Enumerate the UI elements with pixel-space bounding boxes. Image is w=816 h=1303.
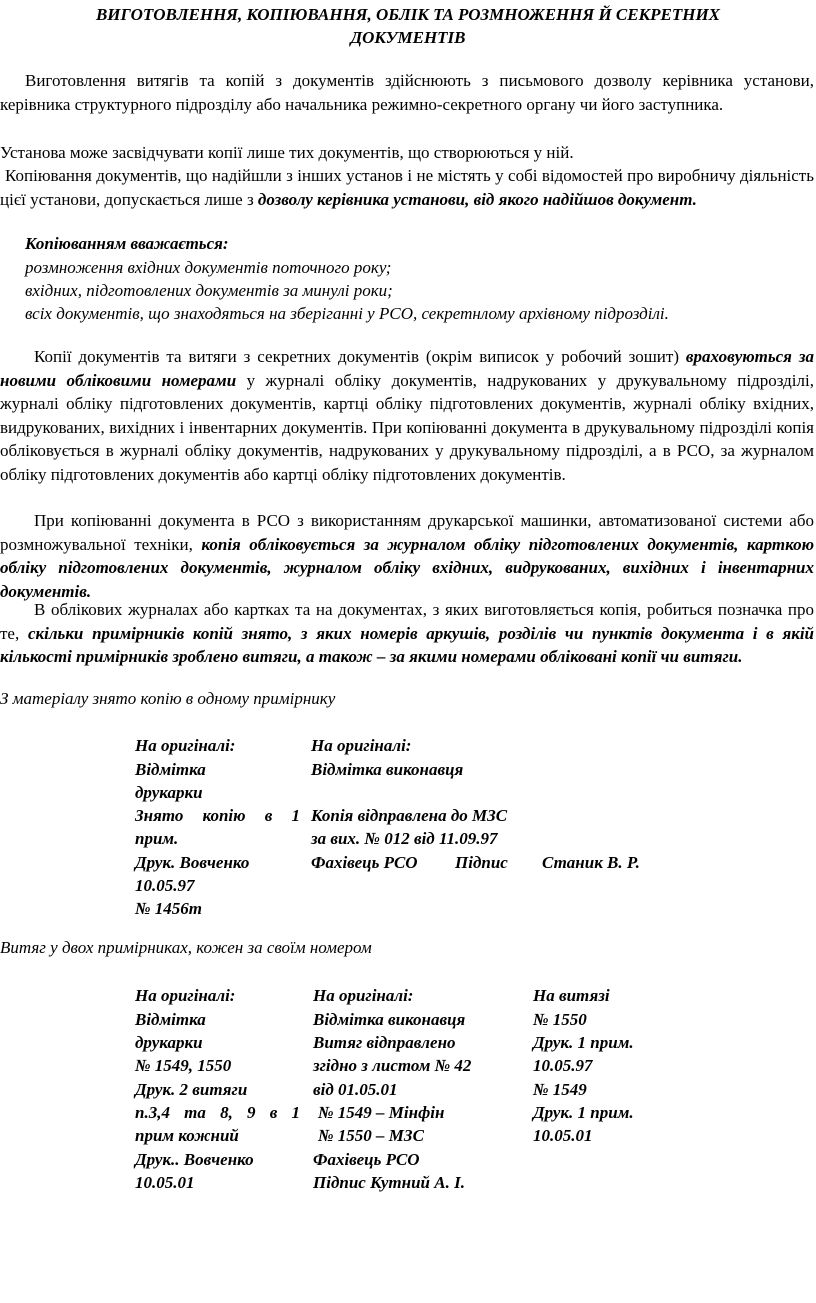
copying-item-1: розмноження вхідних документів поточного року; (25, 258, 392, 277)
document-title-line-1: ВИГОТОВЛЕННЯ, КОПІЮВАННЯ, ОБЛІК ТА РОЗМНОЖЕННЯ Й СЕКРЕТНИХ (95, 5, 721, 24)
ex2-extract-date-2: 10.05.01 (533, 1126, 593, 1145)
ex2-recipient-2: № 1550 – МЗС (318, 1126, 424, 1145)
paragraph-rso-copying (0, 509, 814, 603)
ex1-copies-unit: прим. (135, 829, 179, 848)
external-documents-emphasis: дозволу керівника установи, від якого надійшов документ. (257, 189, 697, 209)
ex2-extract-date-1: 10.05.97 (533, 1056, 593, 1075)
ex2-typist-name: Друк.. Вовченко (135, 1150, 254, 1169)
ex1-number: № 1456т (135, 899, 203, 918)
paragraph-copy-permission: Виготовлення витягів та копій з документів здійснюють з письмового дозволу керівника установи, керівника структурного підрозділу або начальника режимно-секретного органу чи його заступника. (0, 71, 814, 114)
ex2-numbers: № 1549, 1550 (135, 1056, 232, 1075)
ex2-executor-mark: Відмітка виконавця (313, 1010, 466, 1029)
paragraph-certification: Установа може засвідчувати копії лише тих документів, що створюються у ній. (0, 143, 574, 162)
ex1-original-label-2: На оригіналі: (311, 736, 412, 755)
copying-item-3: всіх документів, що знаходяться на зберіганні у РСО, секретнлому архівному підрозділі. (25, 304, 669, 323)
example-1-caption: З матеріалу знято копію в одному примірнику (0, 689, 336, 708)
ex2-original-label-2: На оригіналі: (313, 986, 414, 1005)
ex2-rso-specialist: Фахівець РСО (313, 1150, 420, 1169)
ex2-each-copy: прим кожний (135, 1126, 239, 1145)
ex1-rso-specialist: Фахівець РСО (311, 853, 418, 872)
ex1-executor-mark: Відмітка виконавця (311, 760, 464, 779)
ex2-original-label-1: На оригіналі: (135, 986, 236, 1005)
copy-accounting-emphasis: враховуються за новими обліковими номерами (0, 347, 814, 390)
ex2-date: 10.05.01 (135, 1173, 195, 1192)
document-title-line-2: ДОКУМЕНТІВ (350, 28, 466, 47)
ex2-items: п.3,4 та 8, 9 в 1 (135, 1103, 300, 1122)
ex2-extract-sent: Витяг відправлено (313, 1033, 456, 1052)
ex2-typist-word: друкарки (135, 1033, 203, 1052)
ex1-original-label-1: На оригіналі: (135, 736, 236, 755)
ex2-recipient-1: № 1549 – Мінфін (318, 1103, 445, 1122)
ex1-typist-mark: Відмітка (135, 760, 206, 779)
ex2-signature: Підпис Кутний А. І. (313, 1173, 465, 1192)
paragraph-external-documents (0, 164, 814, 211)
ex2-extract-printed-2: Друк. 1 прим. (533, 1103, 634, 1122)
rso-copying-text: При копіюванні документа в РСО з використанням друкарської машинки, автоматизованої системи або розмножувальної техніки, (0, 511, 814, 554)
ex1-signature: Підпис (455, 853, 508, 872)
ex1-copy-sent: Копія відправлена до МЗС (311, 806, 508, 825)
ex1-signer-name: Станик В. Р. (542, 853, 640, 872)
ex2-extracts-printed: Друк. 2 витяги (135, 1080, 248, 1099)
ex1-typist-word: друкарки (135, 783, 203, 802)
copying-item-2: вхідних, підготовлених документів за минулі роки; (25, 281, 393, 300)
ex2-extract-number-1: № 1550 (533, 1010, 587, 1029)
ex2-letter-number: згідно з листом № 42 (313, 1056, 472, 1075)
ex1-outgoing-number: за вих. № 012 від 11.09.97 (311, 829, 498, 848)
copying-heading: Копіюванням вважається: (25, 234, 229, 253)
ex2-extract-label: На витязі (533, 986, 610, 1005)
paragraph-copy-accounting (0, 345, 814, 486)
example-2-caption: Витяг у двох примірниках, кожен за своїм номером (0, 938, 372, 957)
ex2-extract-printed-1: Друк. 1 прим. (533, 1033, 634, 1052)
external-documents-text: Копіювання документів, що надійшли з інших установ і не містять у собі відомостей про виробничу діяльність цієї установи, допускається лише з (0, 166, 814, 209)
ex2-letter-date: від 01.05.01 (313, 1080, 398, 1099)
paragraph-copy-marking (0, 598, 814, 669)
ex2-typist-mark: Відмітка (135, 1010, 206, 1029)
copy-marking-emphasis: скільки примірників копій знято, з яких номерів аркушів, розділів чи пунктів документа і в якій кількості примірників зроблено витяги, а також – за якими номерами обліковані копії чи витяги. (0, 623, 815, 666)
ex2-extract-number-2: № 1549 (533, 1080, 587, 1099)
ex1-copy-taken: Знято копію в 1 (135, 806, 300, 825)
ex1-date: 10.05.97 (135, 876, 195, 895)
copy-marking-text: В облікових журналах або картках та на документах, з яких виготовляється копія, робиться позначка про те, (0, 600, 814, 643)
ex1-typist-name: Друк. Вовченко (135, 853, 250, 872)
copy-accounting-text-a: Копії документів та витяги з секретних документів (окрім виписок у робочий зошит) (34, 347, 679, 366)
copy-accounting-text-b: у журналі обліку документів, надрукованих у друкувальному підрозділі, журналі обліку підготовлених документів, картці обліку підготовлених документів, журналі обліку вхідних, видрукованих, вихідних і інвентарних документів. При копіюванні документа в друкувальному підрозділі копія обліковується в журналі обліку документів, надрукованих у друкувальному підрозділі, а в РСО, за журналом обліку підготовлених документів або картці обліку підготовлених документів. (0, 370, 814, 484)
rso-copying-emphasis: копія обліковується за журналом обліку підготовлених документів, карткою обліку підготовлених документів, журналом обліку вхідних, видрукованих, вихідних і інвентарних документів. (0, 534, 815, 601)
